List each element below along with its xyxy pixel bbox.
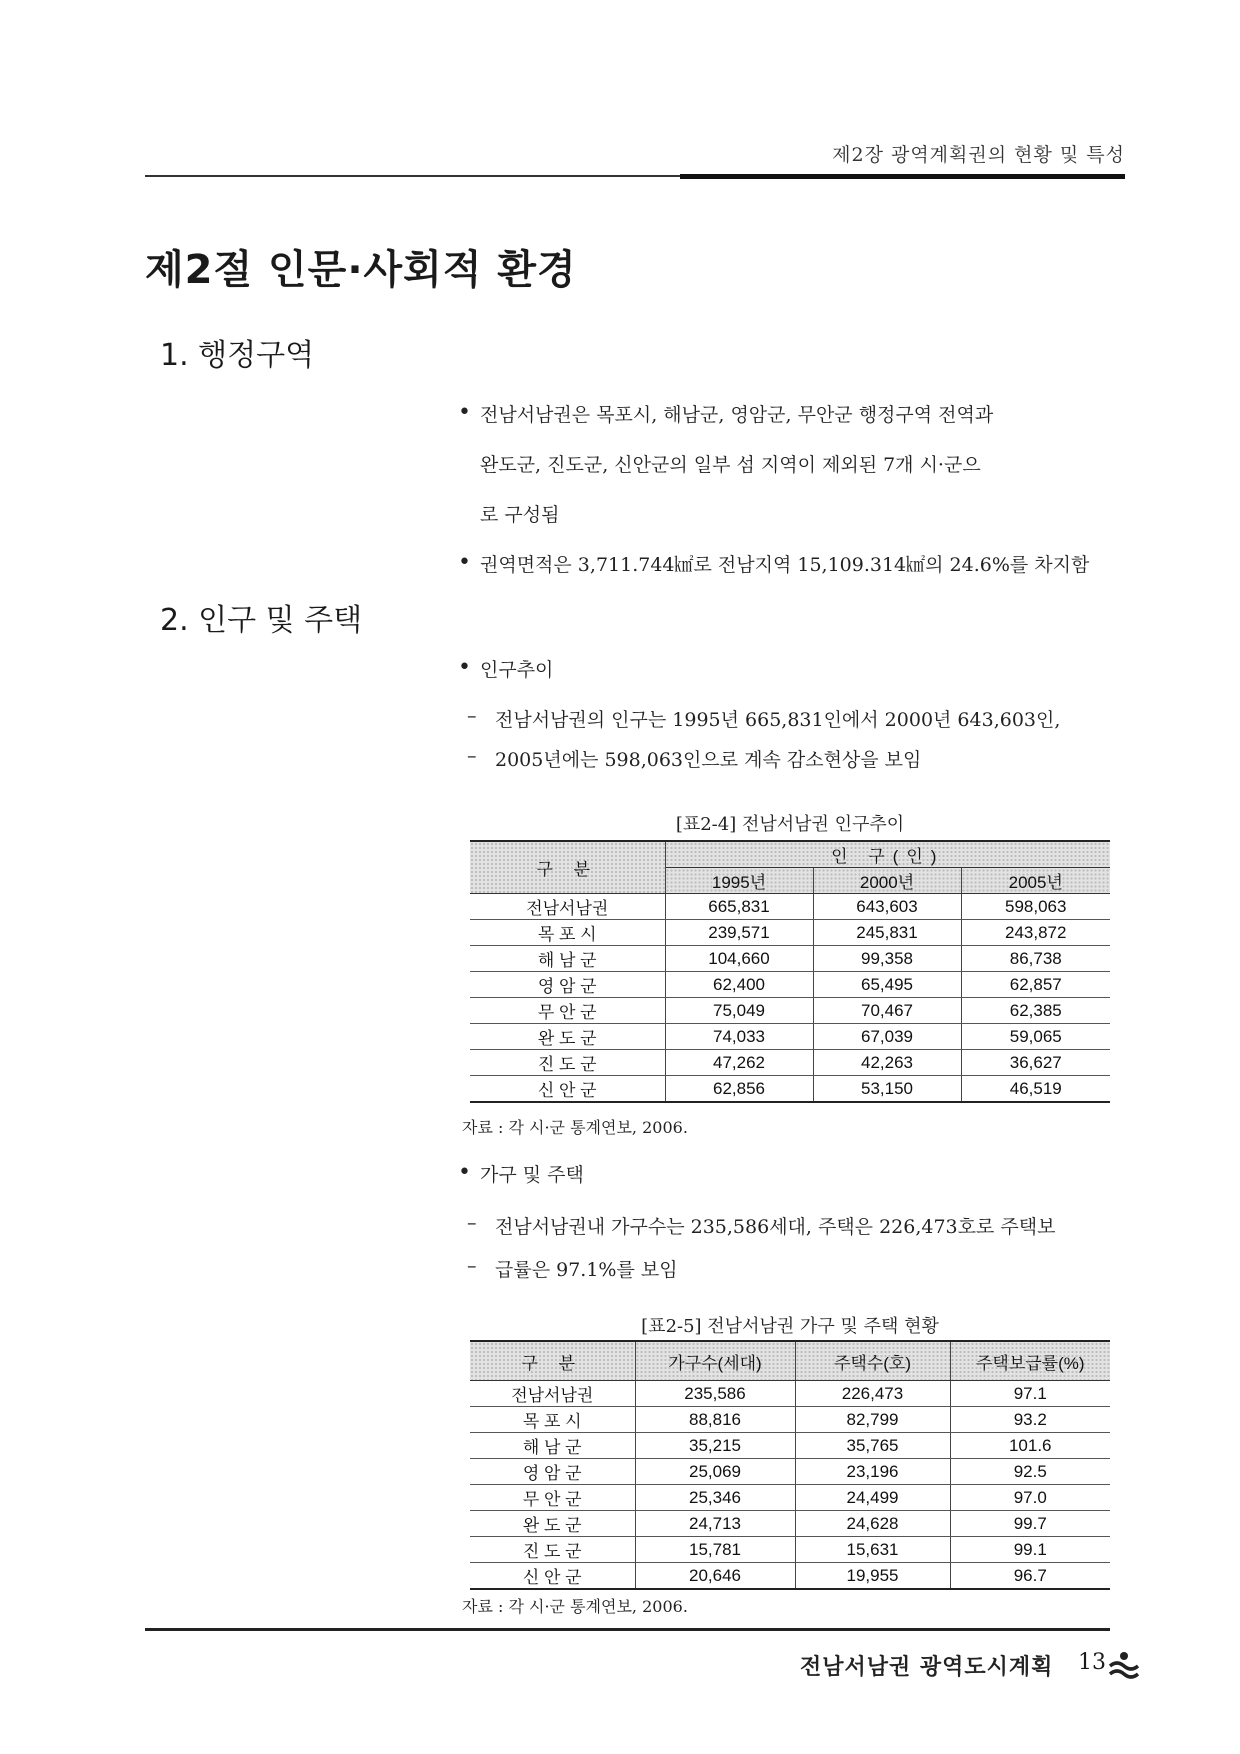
header-rule-thick — [680, 174, 1125, 179]
region-name: 신 안 군 — [470, 1563, 635, 1590]
region-name: 완 도 군 — [470, 1511, 635, 1537]
footer-rule — [145, 1628, 1110, 1631]
table-cell: 86,738 — [961, 946, 1110, 972]
table-row — [470, 1485, 1110, 1511]
region-name: 신 안 군 — [470, 1076, 665, 1103]
population-desc-line2: – 2005년에는 598,063인으로 계속 감소현상을 보임 — [495, 745, 921, 772]
housing-bullet: • 가구 및 주택 — [480, 1160, 584, 1187]
table-cell: 47,262 — [665, 1050, 813, 1076]
region-name: 완 도 군 — [470, 1024, 665, 1050]
table-cell: 598,063 — [961, 894, 1110, 920]
subsection-title-population: 2. 인구 및 주택 — [160, 603, 363, 638]
table-cell: 42,263 — [813, 1050, 961, 1076]
table-cell: 62,385 — [961, 998, 1110, 1024]
region-name: 해 남 군 — [470, 946, 665, 972]
table-cell: 226,473 — [795, 1381, 950, 1407]
table-cell: 97.1 — [950, 1381, 1110, 1407]
table-row — [470, 920, 1110, 946]
table-cell: 99.7 — [950, 1511, 1110, 1537]
page-number: 13 — [1078, 1650, 1106, 1675]
table-caption-housing: [표2-5] 전남서남권 가구 및 주택 현황 — [641, 1316, 939, 1337]
table-source-housing: 자료 : 각 시·군 통계연보, 2006. — [462, 1597, 688, 1616]
table-cell: 20,646 — [635, 1563, 795, 1590]
table-cell: 665,831 — [665, 894, 813, 920]
region-name: 목 포 시 — [470, 1407, 635, 1433]
footer-title: 전남서남권 광역도시계획 — [800, 1655, 1054, 1680]
table-header-supply-rate: 주택보급률(%) — [950, 1341, 1110, 1381]
region-name: 영 암 군 — [470, 972, 665, 998]
table-cell: 92.5 — [950, 1459, 1110, 1485]
table-row — [470, 1563, 1110, 1590]
table-cell: 235,586 — [635, 1381, 795, 1407]
table-cell: 70,467 — [813, 998, 961, 1024]
table-header-year: 2005년 — [961, 868, 1110, 894]
table-cell: 35,215 — [635, 1433, 795, 1459]
region-name: 무 안 군 — [470, 1485, 635, 1511]
table-row — [470, 946, 1110, 972]
table-cell: 62,856 — [665, 1076, 813, 1103]
table-cell: 65,495 — [813, 972, 961, 998]
table-row — [470, 1381, 1110, 1407]
table-cell: 67,039 — [813, 1024, 961, 1050]
region-name: 해 남 군 — [470, 1433, 635, 1459]
table-cell: 93.2 — [950, 1407, 1110, 1433]
table-row — [470, 1537, 1110, 1563]
table-cell: 24,628 — [795, 1511, 950, 1537]
admin-bullet-1-line2: 완도군, 진도군, 신안군의 일부 섬 지역이 제외된 7개 시·군으 — [480, 454, 981, 476]
table-cell: 245,831 — [813, 920, 961, 946]
chapter-title: 제2장 광역계획권의 현황 및 특성 — [832, 144, 1125, 166]
table-cell: 25,069 — [635, 1459, 795, 1485]
table-row — [470, 894, 1110, 920]
table-cell: 88,816 — [635, 1407, 795, 1433]
table-cell: 36,627 — [961, 1050, 1110, 1076]
region-name: 전남서남권 — [470, 894, 665, 920]
table-cell: 62,400 — [665, 972, 813, 998]
region-name: 무 안 군 — [470, 998, 665, 1024]
admin-bullet-1-line3: 로 구성됨 — [480, 504, 560, 526]
table-header-population-label: 인 구(인) — [831, 847, 945, 866]
table-cell: 19,955 — [795, 1563, 950, 1590]
table-cell: 97.0 — [950, 1485, 1110, 1511]
table-row — [470, 1433, 1110, 1459]
table-cell: 23,196 — [795, 1459, 950, 1485]
housing-desc-line2: – 급률은 97.1%를 보임 — [495, 1255, 678, 1282]
table-cell: 643,603 — [813, 894, 961, 920]
table-row — [470, 1076, 1110, 1103]
table-header-division-label: 구 분 — [536, 860, 599, 879]
table-cell: 15,781 — [635, 1537, 795, 1563]
table-cell: 74,033 — [665, 1024, 813, 1050]
table-cell: 62,857 — [961, 972, 1110, 998]
table-header-division-label: 구 분 — [521, 1353, 584, 1373]
admin-bullet-2: • 권역면적은 3,711.744㎢로 전남지역 15,109.314㎢의 24.6%를 차지함 — [480, 550, 1089, 577]
region-name: 진 도 군 — [470, 1050, 665, 1076]
table-cell: 24,713 — [635, 1511, 795, 1537]
table-header-households: 가구수(세대) — [635, 1341, 795, 1381]
admin-bullet-1-line1: • 전남서남권은 목포시, 해남군, 영암군, 무안군 행정구역 전역과 — [480, 400, 993, 427]
region-name: 영 암 군 — [470, 1459, 635, 1485]
table-cell: 15,631 — [795, 1537, 950, 1563]
table-cell: 239,571 — [665, 920, 813, 946]
table-row — [470, 998, 1110, 1024]
table-cell: 101.6 — [950, 1433, 1110, 1459]
table-cell: 24,499 — [795, 1485, 950, 1511]
population-table — [470, 840, 1110, 1103]
table-row — [470, 1050, 1110, 1076]
table-header-houses: 주택수(호) — [795, 1341, 950, 1381]
table-cell: 53,150 — [813, 1076, 961, 1103]
region-name: 진 도 군 — [470, 1537, 635, 1563]
table-cell: 82,799 — [795, 1407, 950, 1433]
table-caption-population: [표2-4] 전남서남권 인구추이 — [675, 814, 905, 835]
table-cell: 75,049 — [665, 998, 813, 1024]
region-name: 목 포 시 — [470, 920, 665, 946]
table-row — [470, 1024, 1110, 1050]
table-cell: 99.1 — [950, 1537, 1110, 1563]
housing-desc-line1: – 전남서남권내 가구수는 235,586세대, 주택은 226,473호로 주택보 — [495, 1212, 1055, 1239]
region-name: 전남서남권 — [470, 1381, 635, 1407]
population-desc-line1: – 전남서남권의 인구는 1995년 665,831인에서 2000년 643,603인, — [495, 705, 1060, 732]
table-cell: 35,765 — [795, 1433, 950, 1459]
table-cell: 59,065 — [961, 1024, 1110, 1050]
table-cell: 104,660 — [665, 946, 813, 972]
housing-table — [470, 1340, 1110, 1590]
table-cell: 96.7 — [950, 1563, 1110, 1590]
table-cell: 46,519 — [961, 1076, 1110, 1103]
table-header-division — [470, 841, 665, 894]
table-header-year: 1995년 — [665, 868, 813, 894]
table-row — [470, 972, 1110, 998]
table-row — [470, 1511, 1110, 1537]
table-header-year: 2000년 — [813, 868, 961, 894]
wave-logo-icon — [1108, 1650, 1140, 1684]
table-cell: 99,358 — [813, 946, 961, 972]
table-header-division — [470, 1341, 635, 1381]
section-title: 제2절 인문·사회적 환경 — [145, 247, 577, 293]
table-cell: 243,872 — [961, 920, 1110, 946]
table-source-population: 자료 : 각 시·군 통계연보, 2006. — [462, 1118, 688, 1137]
population-bullet: • 인구추이 — [480, 655, 553, 682]
table-row — [470, 1407, 1110, 1433]
subsection-title-admin: 1. 행정구역 — [160, 338, 315, 373]
table-row — [470, 1459, 1110, 1485]
table-cell: 25,346 — [635, 1485, 795, 1511]
table-header-population — [665, 841, 1110, 868]
